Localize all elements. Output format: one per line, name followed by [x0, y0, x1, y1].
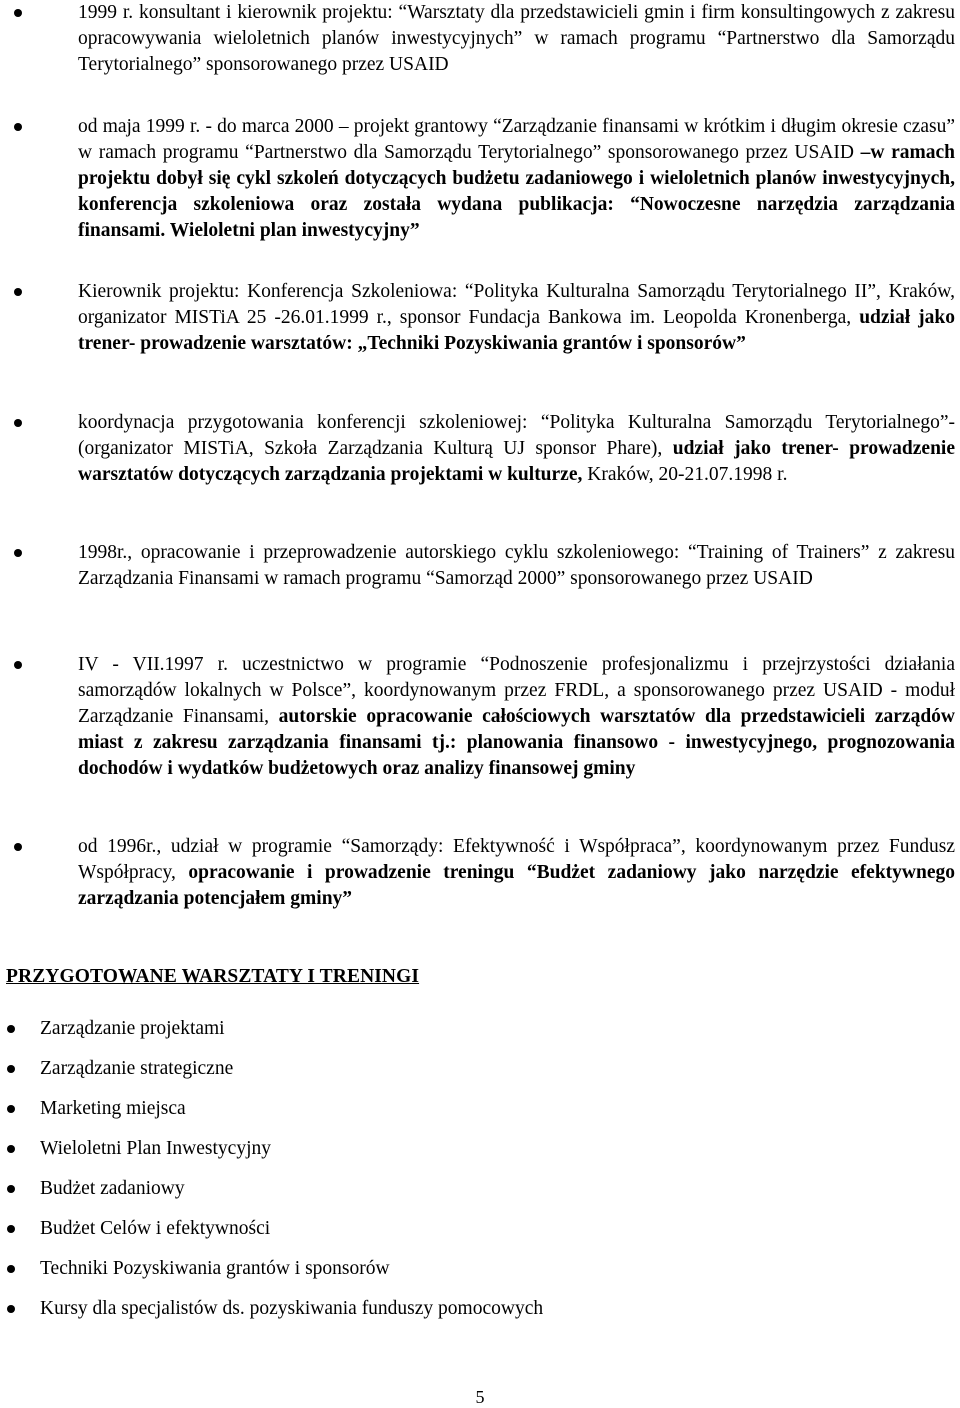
list-item: [78, 114, 955, 244]
bullet-icon: [7, 1265, 15, 1273]
entry-text: 1998r., opracowanie i przeprowadzenie autorskiego cyklu szkoleniowego: “Training of Trainers” z zakresu Zarządzania Finansami w ramach programu “Samorząd 2000” sponsorowanego przez USAID: [78, 542, 955, 589]
bullet-icon: [14, 843, 22, 851]
bullet-icon: [14, 661, 22, 669]
entry-text-bold: opracowanie i prowadzenie treningu “Budżet zadaniowy jako narzędzie efektywnego zarządzania potencjałem gminy”: [78, 862, 955, 909]
workshop-item: Techniki Pozyskiwania grantów i sponsorów: [40, 1258, 390, 1279]
workshop-item: Kursy dla specjalistów ds. pozyskiwania funduszy pomocowych: [40, 1298, 544, 1319]
list-item: [78, 0, 955, 78]
workshop-item: Zarządzanie strategiczne: [40, 1058, 234, 1079]
page-number: 5: [475, 1387, 485, 1407]
bullet-icon: [14, 9, 22, 17]
entry-text: od 1996r., udział w programie “Samorządy: Efektywność i Współpraca”, koordynowanym przez Fundusz Współpracy,: [78, 836, 955, 883]
bullet-icon: [14, 419, 22, 427]
entry-text: koordynacja przygotowania konferencji szkoleniowej: “Polityka Kulturalna Samorządu Terytorialnego”- (organizator MISTiA, Szkoła Zarządzania Kulturą UJ sponsor Phare),: [78, 412, 955, 459]
bullet-icon: [7, 1105, 15, 1113]
entry-text-bold: –w ramach projektu dobył się cykl szkoleń dotyczących budżetu zadaniowego i wieloletnich planów inwestycyjnych, konferencja szkoleniowa oraz została wydana publikacja: “Nowoczesne narzędzia zarządzania finansami. Wieloletni plan inwestycyjny”: [78, 142, 955, 241]
bullet-icon: [7, 1145, 15, 1153]
workshop-item: Marketing miejsca: [40, 1098, 186, 1119]
entry-text-bold: autorskie opracowanie całościowych warsztatów dla przedstawicieli zarządów miast z zakresu zarządzania finansami tj.: planowania finansowo - inwestycyjnego, prognozowania dochodów i wydatków budżetowych oraz analizy finansowej gminy: [78, 706, 956, 779]
workshop-item: Budżet Celów i efektywności: [40, 1218, 271, 1239]
entry-text: Kierownik projektu: Konferencja Szkoleniowa: “Polityka Kulturalna Samorządu Terytorialnego II”, Kraków, organizator MISTiA 25 -26.01.1999 r., sponsor Fundacja Bankowa im. Leopolda Kronenberga,: [78, 281, 955, 328]
bullet-icon: [14, 288, 22, 296]
list-item: [78, 279, 955, 357]
entry-text: Kraków, 20-21.07.1998 r.: [582, 464, 788, 485]
workshop-item: Budżet zadaniowy: [40, 1178, 185, 1199]
list-item: [40, 1296, 543, 1322]
entry-text-bold: udział jako trener- prowadzenie warsztatów dotyczących zarządzania projektami w kulturze,: [78, 438, 955, 485]
bullet-icon: [7, 1305, 15, 1313]
section-heading: PRZYGOTOWANE WARSZTATY I TRENINGI: [6, 966, 420, 987]
list-item: [78, 540, 955, 592]
bullet-icon: [7, 1025, 15, 1033]
entry-text: 1999 r. konsultant i kierownik projektu: “Warsztaty dla przedstawicieli gmin i firm konsultingowych z zakresu opracowywania wieloletnich planów inwestycyjnych” w ramach programu “Partnerstwo dla Samorządu Terytorialnego” sponsorowanego przez USAID: [78, 2, 955, 75]
list-item: [40, 1136, 271, 1162]
list-item: [40, 1096, 186, 1122]
bullet-icon: [14, 123, 22, 131]
list-item: [40, 1216, 270, 1242]
bullet-icon: [14, 549, 22, 557]
workshop-item: Wieloletni Plan Inwestycyjny: [40, 1138, 272, 1159]
entry-text-bold: udział jako trener- prowadzenie warsztatów: „Techniki Pozyskiwania grantów i sponsorów”: [78, 307, 955, 354]
list-item: [78, 410, 955, 488]
list-item: [40, 1056, 233, 1082]
bullet-icon: [7, 1065, 15, 1073]
workshop-item: Zarządzanie projektami: [40, 1018, 225, 1039]
list-item: [78, 652, 955, 782]
bullet-icon: [7, 1185, 15, 1193]
list-item: [40, 1256, 390, 1282]
bullet-icon: [7, 1225, 15, 1233]
list-item: [78, 834, 955, 912]
entry-text: od maja 1999 r. - do marca 2000 – projekt grantowy “Zarządzanie finansami w krótkim i długim okresie czasu” w ramach programu “Partnerstwo dla Samorządu Terytorialnego” sponsorowanego przez USAID: [78, 116, 955, 163]
list-item: [40, 1016, 225, 1042]
list-item: [40, 1176, 185, 1202]
entry-text: IV - VII.1997 r. uczestnictwo w programie “Podnoszenie profesjonalizmu i przejrzystości działania samorządów lokalnych w Polsce”, koordynowanym przez FRDL, a sponsorowanego przez USAID - moduł Zarządzanie Finansami,: [78, 654, 955, 727]
